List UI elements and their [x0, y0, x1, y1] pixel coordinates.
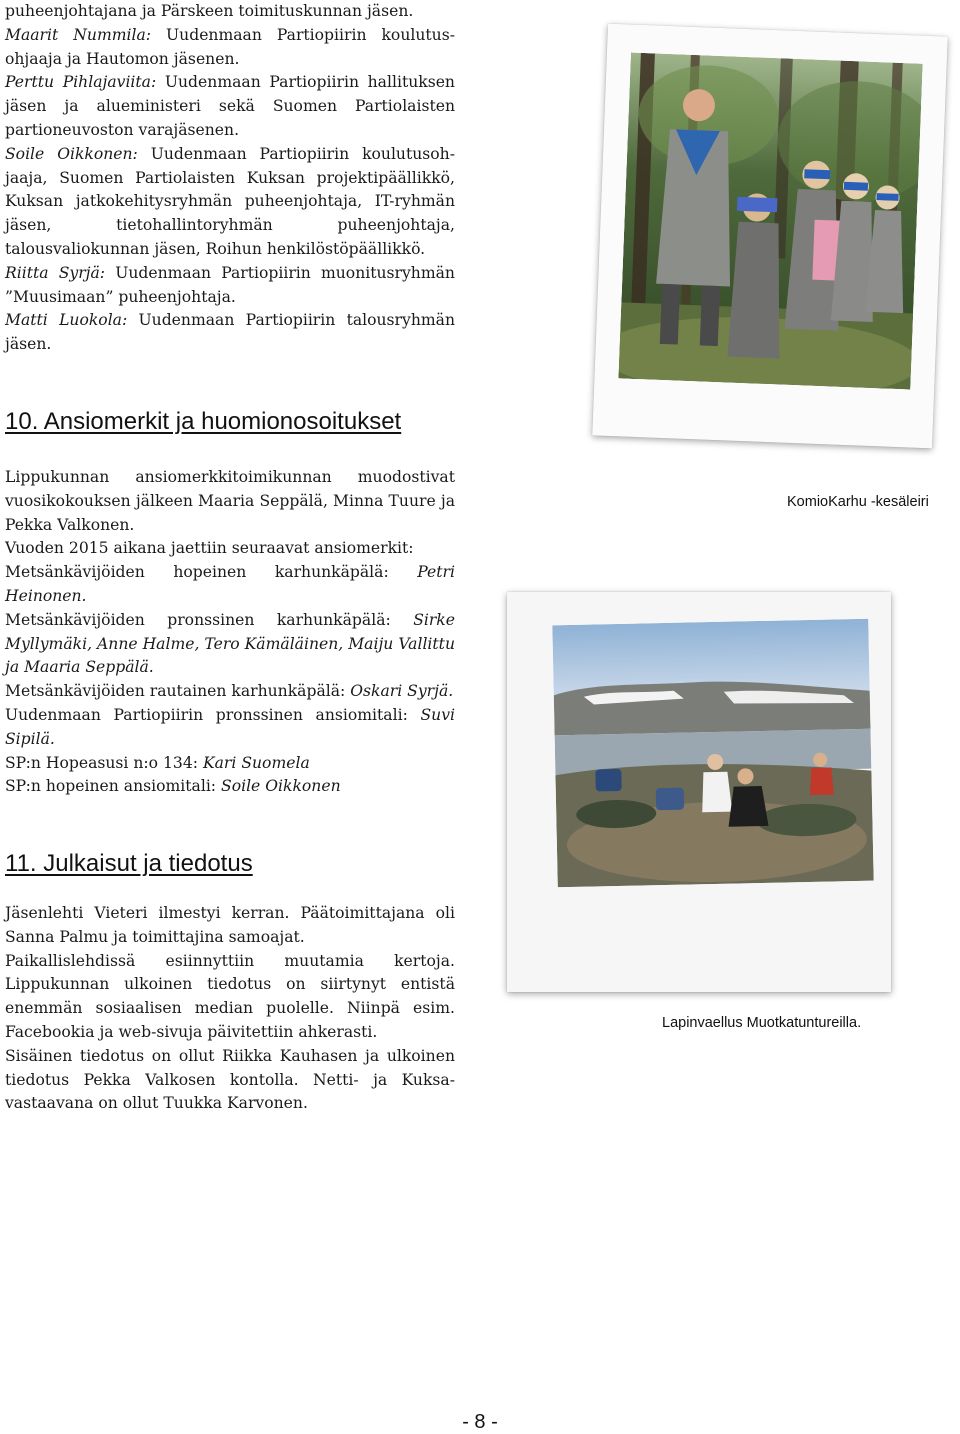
member-name: Maarit Nummila:: [5, 25, 152, 44]
member-name: Matti Luokola:: [5, 311, 128, 330]
award-entry: SP:n hopeinen ansiomitali: Soile Oikkonen: [5, 777, 341, 796]
member-entry: [5, 24, 455, 72]
section-10-heading: 10. Ansiomerkit ja huomionosoitukset: [5, 408, 402, 435]
member-entry: [5, 143, 455, 262]
award-entry: SP:n Hopeasusi n:o 134: Kari Suomela: [5, 753, 310, 772]
member-roles: Uudenmaan Partiopiirin koulutusohjaaja ja Hautomon jäsenen.: [5, 25, 455, 68]
camp-photo: [592, 24, 948, 449]
member-name: Riitta Syrjä:: [5, 263, 106, 282]
member-entry: puheenjohtajana ja Pärskeen toimituskunnan jäsen.: [5, 2, 414, 20]
award-recipients: Oskari Syrjä.: [350, 682, 454, 701]
member-roles: Uudenmaan Partiopiirin talousryhmän jäsen.: [5, 311, 455, 354]
paragraph: Sisäinen tiedotus on ollut Riikka Kauhasen ja ulkoinen tiedotus Pekka Valkosen kontolla. Netti- ja Kuksa-vastaavana on ollut Tuukka Karvonen.: [5, 1046, 455, 1113]
member-entry: [5, 309, 455, 357]
award-entry: Metsänkävijöiden rautainen karhunkäpälä: Oskari Syrjä.: [5, 682, 454, 701]
member-name: Soile Oikkonen:: [5, 144, 138, 163]
member-roles: Uudenmaan Partiopiirin koulutusohjaaja, Suomen Partiolaisten Kuksan projektipäällikkö, Kuksan jatkokehitysryhmän puheenjohtaja, IT-ryhmän jäsen, tietohallintoryhmän puheenjohtaja, talousvaliokunnan jäsen, Roihun henkilöstöpäällikkö.: [5, 144, 456, 258]
award-recipients: Kari Suomela: [202, 753, 310, 772]
award-entry: Metsänkävijöiden hopeinen karhunkäpälä: Petri Heinonen.: [5, 563, 455, 605]
page-number: - 8 -: [462, 1411, 498, 1433]
member-name: Perttu Pihlajaviita:: [5, 73, 157, 92]
award-entry: Uudenmaan Partiopiirin pronssinen ansiomitali: Suvi Sipilä.: [5, 705, 455, 748]
paragraph: Jäsenlehti Vieteri ilmestyi kerran. Päätoimittajana oli Sanna Palmu ja toimittajina samoajat.: [5, 904, 455, 946]
section-11-body: [5, 902, 455, 1116]
paragraph: Vuoden 2015 aikana jaettiin seuraavat ansiomerkit:: [5, 539, 414, 558]
camp-photo-caption: KomioKarhu -kesäleiri: [787, 494, 929, 510]
award-recipients: Soile Oikkonen: [221, 777, 341, 796]
member-entry: [5, 71, 455, 142]
paragraph: Lippukunnan ansiomerkkitoimikunnan muodostivat vuosikokouksen jälkeen Maaria Seppälä, Minna Tuure ja Pekka Valkonen.: [5, 468, 455, 534]
award-recipients: Sirke Myllymäki, Anne Halme, Tero Kämäläinen, Maiju Vallittu ja Maaria Seppälä.: [5, 610, 455, 677]
paragraph: Paikallislehdissä esiinnyttiin muutamia kertoja. Lippukunnan ulkoinen tiedotus on siirtynyt entistä enemmän sosiaalisen median puolelle. Niinpä esim. Facebookia ja web-sivuja päivitettiin ahkerasti.: [5, 951, 455, 1041]
member-entry: [5, 262, 455, 310]
hike-photo-image: [552, 619, 873, 888]
award-recipients: Petri Heinonen.: [5, 563, 455, 605]
section-11-heading: 11. Julkaisut ja tiedotus: [5, 850, 253, 877]
award-entry: Metsänkävijöiden pronssinen karhunkäpälä: Sirke Myllymäki, Anne Halme, Tero Kämäläinen, Maiju Vallittu ja Maaria Seppälä.: [5, 610, 455, 677]
forest-scene-graphic: [618, 53, 922, 390]
award-recipients: Suvi Sipilä.: [5, 705, 455, 748]
member-roles: Uudenmaan Partiopiirin hallituksen jäsen ja alueministeri sekä Suomen Partiolaisten partioneuvoston varajäsenen.: [5, 73, 455, 139]
section-10-body: [5, 466, 455, 799]
hike-photo-caption: Lapinvaellus Muotkatuntureilla.: [662, 1015, 862, 1031]
camp-photo-image: [618, 53, 922, 390]
member-list: [5, 0, 455, 357]
member-roles: Uudenmaan Partiopiirin muonitusryhmän ”Muusimaan” puheenjohtaja.: [5, 263, 455, 306]
lake-scene-graphic: [552, 619, 873, 888]
hike-photo: [507, 592, 891, 992]
